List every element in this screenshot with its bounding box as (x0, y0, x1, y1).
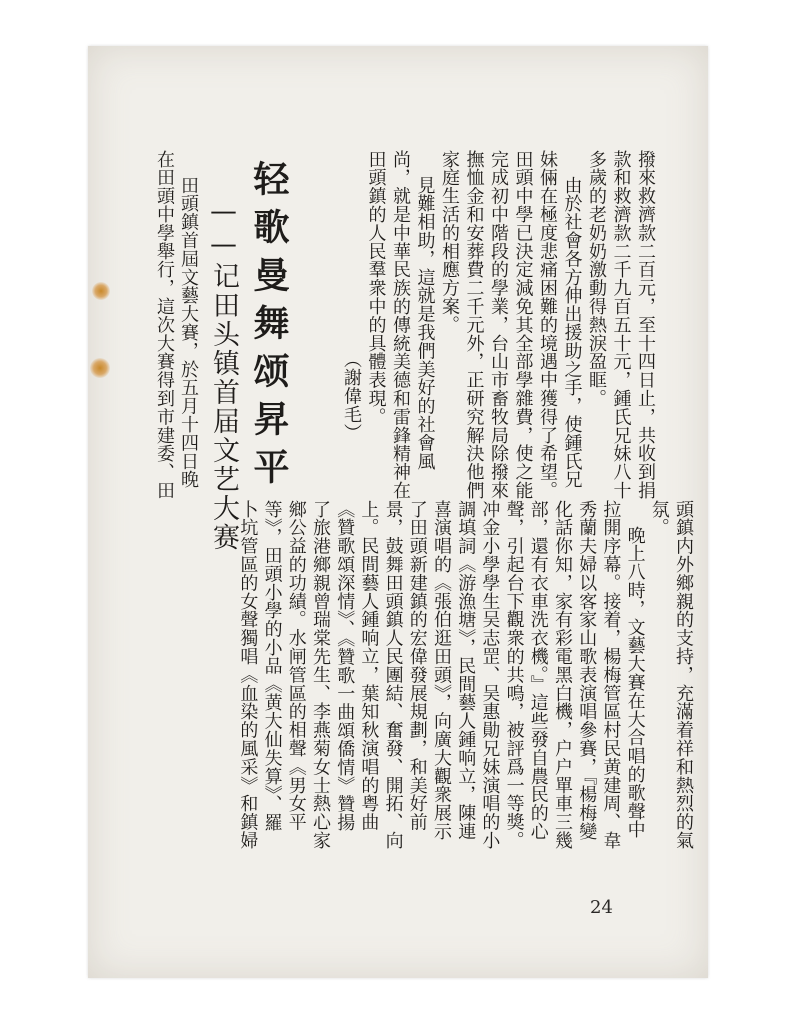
lower-block-column: 頭鎮内外鄉親的支持，充滿着祥和熱烈的氣 (673, 500, 694, 850)
upper-block-column: 撫恤金和安葬費二千元外，正研究解決他們 (463, 150, 485, 500)
upper-block-column: 田頭鎮的人民羣衆中的具體表現。 (365, 150, 387, 426)
lower-block-column: 聲，引起台下觀衆的共鳴，被評爲一等獎。 (503, 500, 525, 850)
upper-block-column: 撥來救濟款二百元，至十四日止，共收到捐 (635, 150, 656, 500)
upper-block-column: 款和救濟款二千九百五十元，鍾氏兄妹八十 (610, 150, 632, 500)
upper-block-column: 田頭中學已決定減免其全部學雜費，使之能 (512, 150, 534, 500)
lower-block-column: 了旅港鄉親曾瑞棠先生、李燕菊女士熱心家 (310, 500, 331, 850)
article-subtitle: ——记田头镇首届文艺大赛 (208, 196, 239, 552)
article-intro-column: 在田頭中學舉行，這次大賽得到市建委、田 (154, 150, 175, 500)
lower-block-column: 《贊歌頌深情》、《贊歌一曲頌僑情》贊揚 (334, 500, 356, 832)
lower-block-column: 冲金小學學生吴志罡、吴惠勛兄妹演唱的小 (479, 500, 501, 850)
rust-stain-upper (92, 282, 110, 300)
upper-block-column: 妹倆在極度悲痛困難的境遇中獲得了希望。 (537, 150, 558, 500)
lower-block-column: 等》，田頭小學的小品《黄大仙失算》、羅 (261, 500, 283, 832)
upper-block-column: 尚，就是中華民族的傳統美德和雷鋒精神在 (390, 150, 411, 500)
upper-block-column: 完成初中階段的學業，台山市畜牧局除撥來 (488, 150, 509, 500)
lower-block-column: 調填詞《游漁塘》，民間藝人鍾响立，陳連 (455, 500, 477, 841)
lower-block-column: 化話你知，家有彩電黑白機，户户單車三幾 (552, 500, 573, 850)
lower-block-column: 氛。 (648, 500, 670, 537)
lower-block-column: 秀蘭夫婦以客家山歌表演唱參賽，『楊梅變 (576, 500, 598, 841)
page-number: 24 (590, 897, 613, 918)
lower-block-column: 上。民間藝人鍾响立，葉知秋演唱的粤曲 (358, 500, 380, 832)
lower-block-column: 了田頭新建鎮的宏偉發展規劃，和美好前 (406, 500, 428, 832)
upper-block-column: 由於社會各方伸出援助之手，使鍾氏兄 (561, 176, 583, 489)
lower-block-column: 喜演唱的《張伯逛田頭》，向廣大觀衆展示 (431, 500, 452, 841)
lower-block-column: 部，還有衣車洗衣機。』這些發自農民的心 (527, 500, 549, 841)
rust-stain-lower (90, 358, 110, 378)
article-intro-column: 田頭鎮首屆文藝大賽，於五月十四日晚 (178, 176, 199, 489)
lower-block-column: 晚上八時，文藝大賽在大合唱的歌聲中 (624, 526, 646, 839)
upper-block-column: 家庭生活的相應方案。 (439, 150, 460, 334)
lower-block-column: 拉開序幕。接着，楊梅管區村民黄建周、韋 (600, 500, 622, 850)
upper-block-column: 見難相助，這就是我們美好的社會風 (414, 176, 436, 471)
lower-block-column: 景，鼓舞田頭鎮人民團結、奮發、開拓、向 (382, 500, 404, 850)
article-title: 轻歌曼舞颂昇平 (248, 160, 289, 496)
lower-block-column: 鄉公益的功績。水闸管區的相聲《男女平 (285, 500, 307, 832)
upper-block-column: 多歲的老奶奶激動得熱淚盈眶。 (586, 150, 607, 408)
lower-block-column: 卜坑管區的女聲獨唱《血染的風采》和鎮婦 (237, 500, 259, 850)
upper-block-column: （謝偉毛） (341, 350, 362, 442)
